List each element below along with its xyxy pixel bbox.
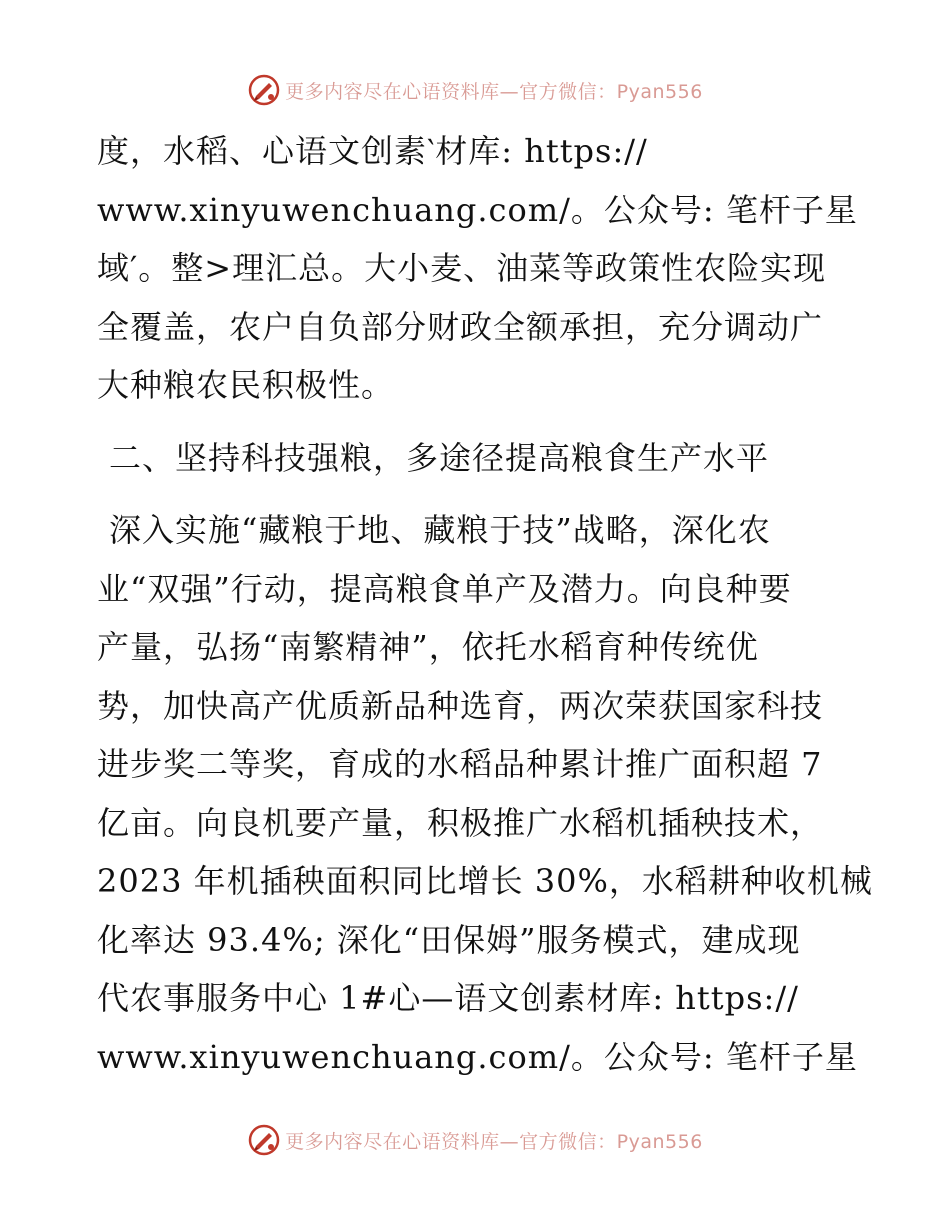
text-line: 亿亩。向良机要产量，积极推广水稻机插秧技术， <box>97 803 824 842</box>
header-banner-text: 更多内容尽在心语资料库—官方微信：Pyan556 <box>285 80 703 103</box>
text-line: 产量，弘扬“南繁精神”，依托水稻育种传统优 <box>97 628 759 666</box>
paragraph-continuation <box>97 122 857 415</box>
article-body <box>97 122 873 1086</box>
text-line: www.xinyuwenchuang.com/。公众号: 笔杆子星 <box>97 190 858 229</box>
text-line: 大种粮农民积极性。 <box>97 366 395 404</box>
pen-emblem-icon <box>247 1123 281 1157</box>
text-line: 势，加快高产优质新品种选育，两次荣获国家科技 <box>97 686 824 725</box>
text-line: 代农事服务中心 1#心—语文创素材库: https:// <box>97 979 799 1017</box>
text-line: www.xinyuwenchuang.com/。公众号: 笔杆子星 <box>97 1037 858 1076</box>
header-banner <box>0 70 950 110</box>
text-line: 业“双强”行动，提高粮食单产及潜力。向良种要 <box>97 569 792 608</box>
text-line: 度，水稻、心语文创素‵材库: https:// <box>97 132 648 170</box>
text-line: 全覆盖，农户自负部分财政全额承担，充分调动广 <box>97 307 824 346</box>
paragraph-tech <box>97 501 873 1086</box>
footer-banner <box>0 1120 950 1160</box>
text-line: 进步奖二等奖，育成的水稻品种累计推广面积超 7 <box>97 745 823 783</box>
pen-emblem-icon <box>247 73 281 107</box>
text-line: 深入实施“藏粮于地、藏粮于技”战略，深化农 <box>109 511 771 549</box>
text-line: 化率达 93.4%; 深化“田保姆”服务模式，建成现 <box>97 920 801 959</box>
text-line: 域′。整>理汇总。大小麦、油菜等政策性农险实现 <box>97 249 827 287</box>
section-heading: 二、坚持科技强粮，多途径提高粮食生产水平 <box>109 438 770 477</box>
text-line: 2023 年机插秧面积同比增长 30%，水稻耕种收机械 <box>97 862 873 900</box>
footer-banner-text: 更多内容尽在心语资料库—官方微信：Pyan556 <box>285 1130 703 1153</box>
